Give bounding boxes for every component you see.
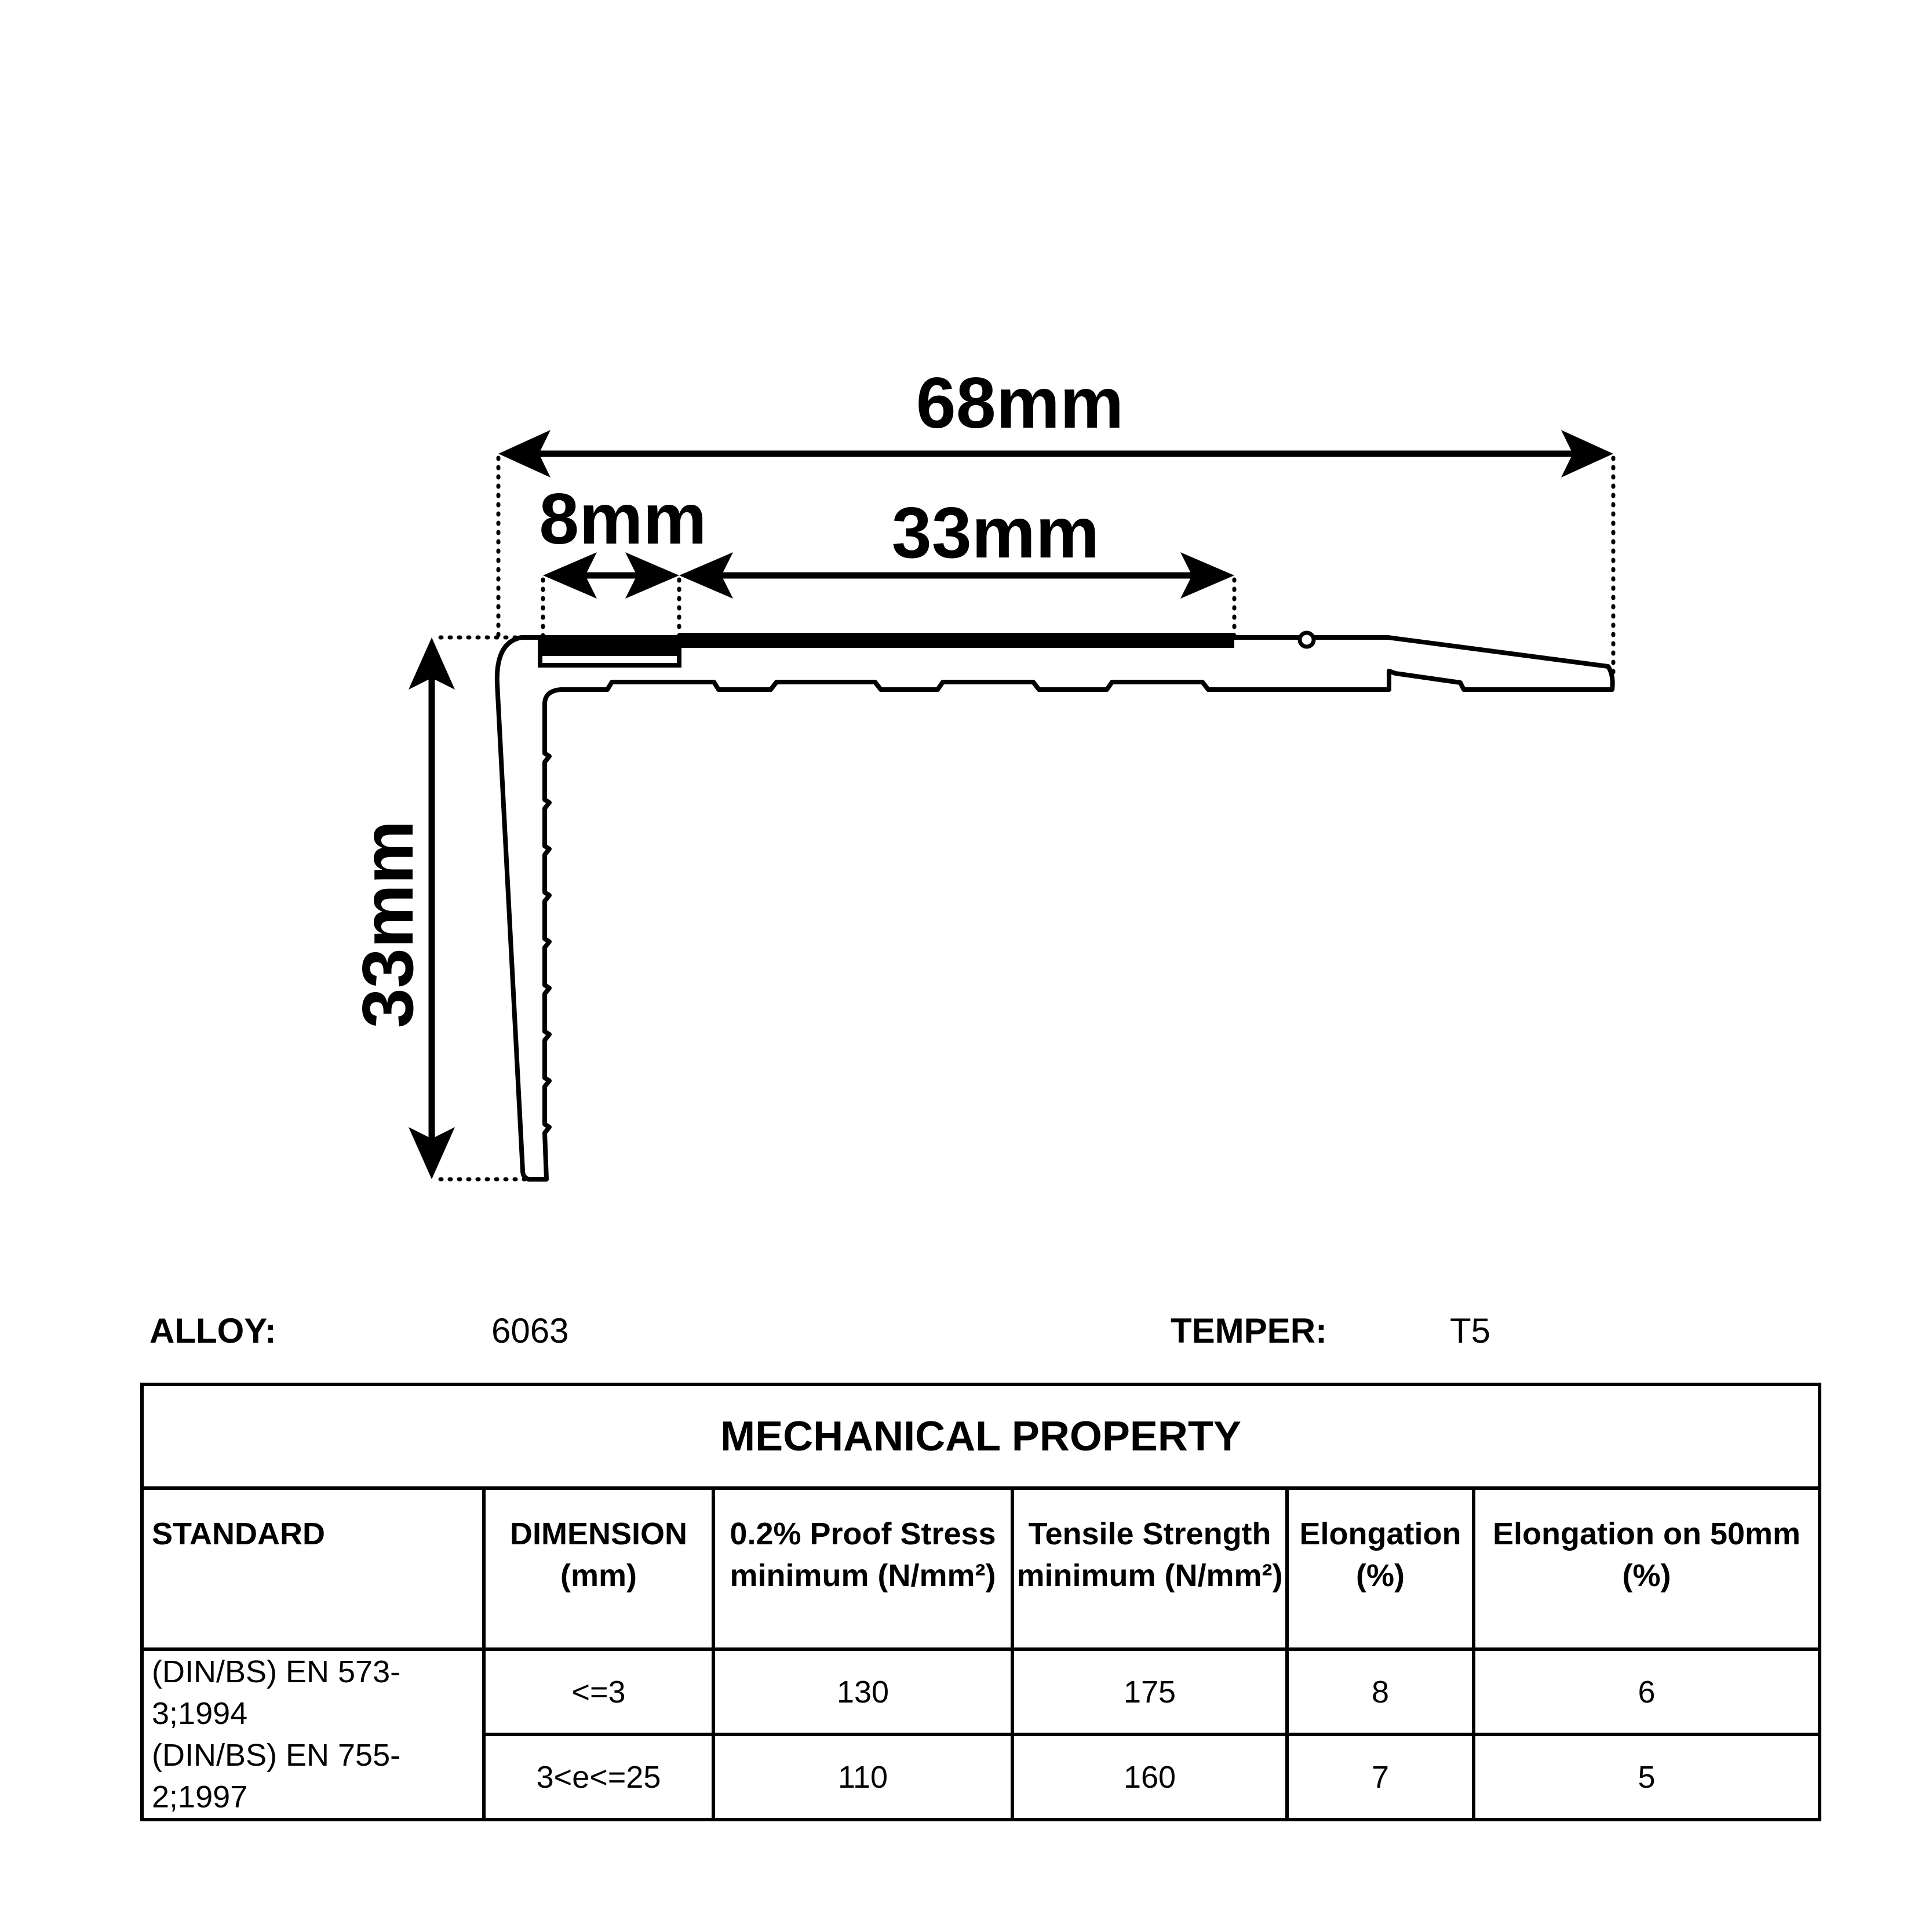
- dimension-arrow-8: [543, 552, 679, 599]
- header-dimension: DIMENSION (mm): [484, 1488, 713, 1649]
- tread-strip: [679, 633, 1234, 648]
- dimension-cell: <=3: [484, 1649, 713, 1734]
- insert-width-label: 8mm: [539, 479, 707, 559]
- elongation-50mm-cell: 6: [1474, 1649, 1820, 1734]
- dimension-cell: 3<e<=25: [484, 1734, 713, 1820]
- header-tensile-strength: Tensile Strength minimum (N/mm²): [1012, 1488, 1287, 1649]
- temper-label: TEMPER:: [1171, 1311, 1327, 1350]
- overall-width-label: 68mm: [916, 363, 1124, 443]
- profile-notch: [1300, 633, 1314, 647]
- header-standard: STANDARD: [142, 1488, 484, 1649]
- height-label: 33mm: [348, 820, 428, 1029]
- header-elongation: Elongation (%): [1287, 1488, 1474, 1649]
- tensile-strength-cell: 160: [1012, 1734, 1287, 1820]
- tread-width-label: 33mm: [891, 493, 1100, 573]
- profile-outline: [497, 637, 1613, 1179]
- table-row: [142, 1649, 1820, 1734]
- insert-strip-fill: [542, 641, 677, 656]
- alloy-value: 6063: [491, 1311, 569, 1350]
- standard-cell: (DIN/BS) EN 573-3;1994 (DIN/BS) EN 755-2;1997: [142, 1649, 484, 1820]
- elongation-cell: 8: [1287, 1649, 1474, 1734]
- alloy-label: ALLOY:: [150, 1311, 276, 1350]
- temper-value: T5: [1450, 1311, 1491, 1350]
- elongation-cell: 7: [1287, 1734, 1474, 1820]
- header-proof-stress: 0.2% Proof Stress minimum (N/mm²): [713, 1488, 1012, 1649]
- proof-stress-cell: 130: [713, 1649, 1012, 1734]
- proof-stress-cell: 110: [713, 1734, 1012, 1820]
- table-title: MECHANICAL PROPERTY: [142, 1384, 1820, 1488]
- elongation-50mm-cell: 5: [1474, 1734, 1820, 1820]
- mechanical-property-table: [140, 1383, 1821, 1821]
- tensile-strength-cell: 175: [1012, 1649, 1287, 1734]
- header-elongation-50mm: Elongation on 50mm (%): [1474, 1488, 1820, 1649]
